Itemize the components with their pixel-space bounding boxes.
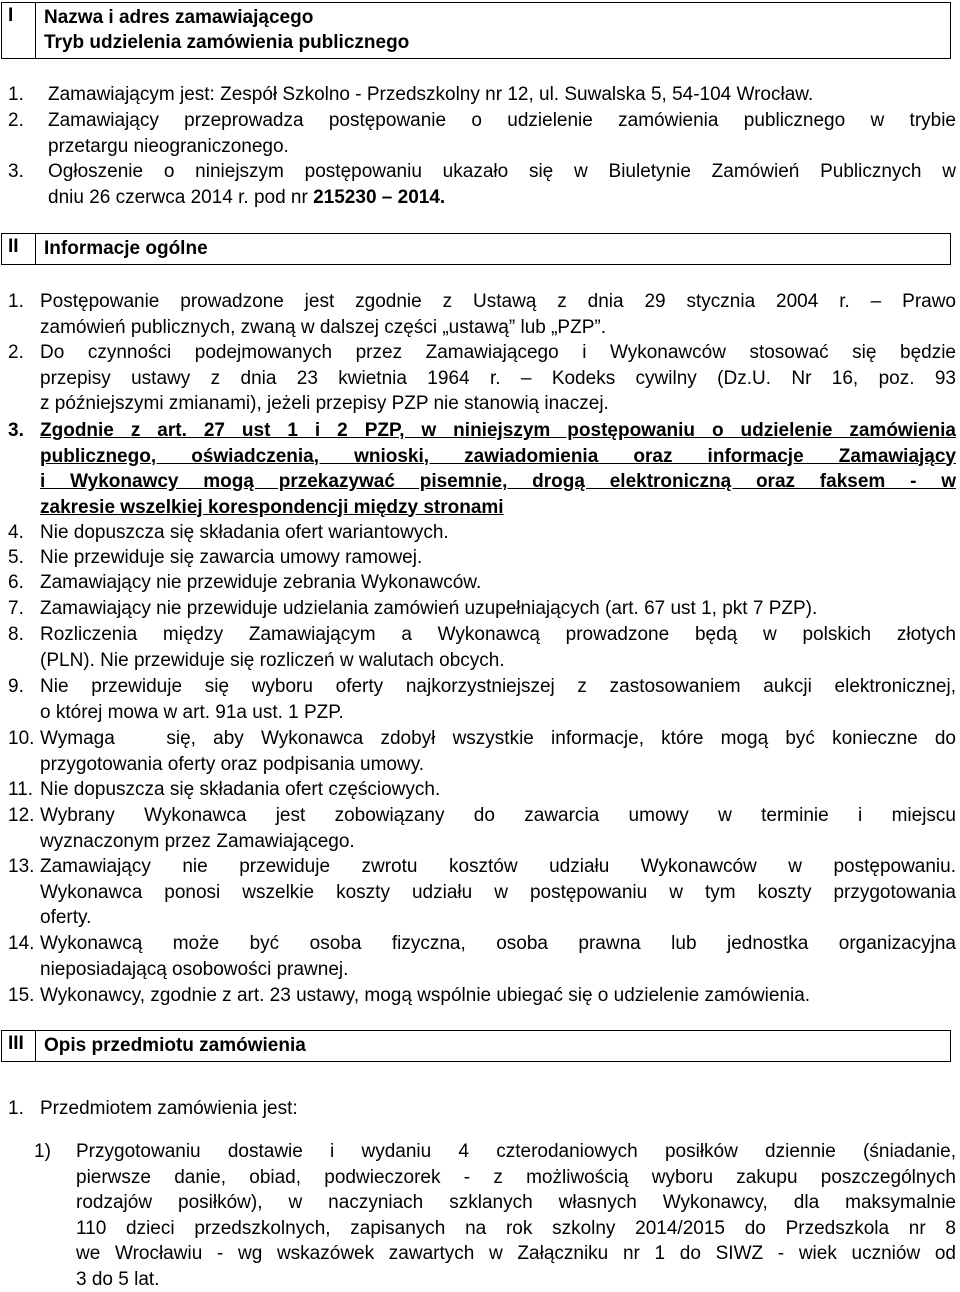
- s2-item-13-line2: Wykonawca ponosi wszelkie koszty udziału w postępowaniu w tym koszty przygotowania: [40, 881, 956, 903]
- s2-item-5-num: 5.: [8, 547, 24, 568]
- s2-item-5-line1: Nie przewiduje się zawarcia umowy ramowej.: [40, 547, 423, 568]
- s2-item-13-line3: oferty.: [40, 907, 92, 928]
- s1-item-3-bulletin-number: 215230 – 2014.: [313, 186, 446, 208]
- s3-item-1-text: Przedmiotem zamówienia jest:: [40, 1098, 298, 1119]
- s3-item-1-num: 1.: [8, 1098, 24, 1119]
- s3-subitem-1-line6: 3 do 5 lat.: [76, 1268, 160, 1290]
- s1-item-2-line2: przetargu nieograniczonego.: [48, 135, 289, 157]
- s2-item-11-line1: Nie dopuszcza się składania ofert częściowych.: [40, 779, 441, 800]
- s1-item-3-line2: [48, 185, 956, 211]
- s2-item-14-line2: nieposiadającą osobowości prawnej.: [40, 958, 349, 980]
- s2-item-6-line1: Zamawiający nie przewiduje zebrania Wykonawców.: [40, 572, 482, 593]
- section-2-title: Informacje ogólne: [44, 238, 208, 259]
- s2-item-2-num: 2.: [8, 342, 24, 363]
- section-3-number: III: [2, 1031, 36, 1061]
- s1-item-2-line1: Zamawiający przeprowadza postępowanie o udzielenie zamówienia publicznego w trybie: [48, 110, 956, 131]
- s2-item-4-line1: Nie dopuszcza się składania ofert wariantowych.: [40, 522, 449, 543]
- s2-item-7-line1: Zamawiający nie przewiduje udzielania zamówień uzupełniających (art. 67 ust 1, pkt 7 PZP).: [40, 598, 818, 619]
- s2-item-3-line2: publicznego, oświadczenia, wnioski, zawiadomienia oraz informacje Zamawiający: [40, 445, 956, 467]
- s2-item-2-line1: Do czynności podejmowanych przez Zamawiającego i Wykonawców stosować się będzie: [40, 342, 956, 363]
- s2-item-8-line1: Rozliczenia między Zamawiającym a Wykonawcą prowadzone będą w polskich złotych: [40, 624, 956, 645]
- s2-item-1-line1: Postępowanie prowadzone jest zgodnie z Ustawą z dnia 29 stycznia 2004 r. – Prawo: [40, 291, 956, 312]
- s2-item-12-num: 12.: [8, 805, 35, 826]
- s2-item-2-line3: z późniejszymi zmianami), jeżeli przepisy PZP nie stanowią inaczej.: [40, 393, 609, 414]
- s1-item-1-line1: Zamawiającym jest: Zespół Szkolno - Przedszkolny nr 12, ul. Suwalska 5, 54-104 Wrocław.: [48, 84, 814, 105]
- s2-item-8-num: 8.: [8, 624, 24, 645]
- s1-item-3-num: 3.: [8, 161, 24, 182]
- s2-item-3-line4: zakresie wszelkiej korespondencji między stronami: [40, 496, 504, 518]
- s3-subitem-1-line3: rodzajów posiłków), w naczyniach szklanych własnych Wykonawcy, dla maksymalnie: [76, 1192, 956, 1213]
- section-2-header: [1, 233, 951, 265]
- section-1-number: I: [2, 3, 36, 58]
- s2-item-1-line2: zamówień publicznych, zwaną w dalszej części „ustawą” lub „PZP”.: [40, 316, 606, 338]
- s1-item-3-line2-text: dniu 26 czerwca 2014 r. pod nr: [48, 186, 314, 208]
- s1-item-2-num: 2.: [8, 110, 24, 131]
- s2-item-9-line2: o której mowa w art. 91a ust. 1 PZP.: [40, 701, 344, 723]
- s3-subitem-1-line1: Przygotowaniu dostawie i wydaniu 4 czterodaniowych posiłków dziennie (śniadanie,: [76, 1141, 956, 1162]
- s2-item-14-num: 14.: [8, 933, 35, 954]
- s2-item-9-line1: Nie przewiduje się wyboru oferty najkorzystniejszej z zastosowaniem aukcji elektronicznej,: [40, 676, 956, 697]
- s2-item-4-num: 4.: [8, 522, 24, 543]
- s2-item-2-line2: przepisy ustawy z dnia 23 kwietnia 1964 r. – Kodeks cywilny (Dz.U. Nr 16, poz. 93: [40, 367, 956, 389]
- s2-item-3-line1: Zgodnie z art. 27 ust 1 i 2 PZP, w niniejszym postępowaniu o udzielenie zamówienia: [40, 420, 956, 441]
- s2-item-9-num: 9.: [8, 676, 24, 697]
- s2-item-12-line1: Wybrany Wykonawca jest zobowiązany do zawarcia umowy w terminie i miejscu: [40, 805, 956, 826]
- s2-item-13-num: 13.: [8, 856, 35, 877]
- s2-item-6-num: 6.: [8, 572, 24, 593]
- s1-item-1-num: 1.: [8, 84, 24, 105]
- section-1-title-line1: Nazwa i adres zamawiającego: [44, 7, 314, 28]
- s3-subitem-1-num: 1): [34, 1141, 51, 1162]
- s2-item-10-num: 10.: [8, 728, 35, 749]
- s2-item-14-line1: Wykonawcą może być osoba fizyczna, osoba prawna lub jednostka organizacyjna: [40, 933, 956, 954]
- s2-item-3-num: 3.: [8, 420, 24, 441]
- s3-subitem-1-line5: we Wrocławiu - wg wskazówek zawartych w Załączniku nr 1 do SIWZ - wiek uczniów od: [76, 1243, 956, 1264]
- s3-subitem-1-line2: pierwsze danie, obiad, podwieczorek - z możliwością wyboru zakupu poszczególnych: [76, 1166, 956, 1188]
- section-1-title: [36, 3, 409, 58]
- s3-subitem-1-line4: 110 dzieci przedszkolnych, zapisanych na rok szkolny 2014/2015 do Przedszkola nr 8: [76, 1217, 956, 1239]
- s2-item-11-num: 11.: [8, 779, 34, 800]
- section-1-title-line2: Tryb udzielenia zamówienia publicznego: [44, 32, 410, 53]
- s2-item-7-num: 7.: [8, 598, 24, 619]
- s2-item-10-line1: Wymaga się, aby Wykonawca zdobył wszystkie informacje, które mogą być konieczne do: [40, 728, 956, 749]
- section-1-header: [1, 2, 951, 59]
- s2-item-3-line3: i Wykonawcy mogą przekazywać pisemnie, drogą elektroniczną oraz faksem - w: [40, 471, 956, 492]
- s2-item-15-num: 15.: [8, 985, 35, 1006]
- s1-item-3-line1: Ogłoszenie o niniejszym postępowaniu ukazało się w Biuletynie Zamówień Publicznych w: [48, 161, 956, 182]
- section-2-number: II: [2, 234, 36, 264]
- s2-item-12-line2: wyznaczonym przez Zamawiającego.: [40, 830, 355, 852]
- section-3-title: Opis przedmiotu zamówienia: [44, 1035, 306, 1056]
- s2-item-10-line2: przygotowania oferty oraz podpisania umowy.: [40, 753, 425, 775]
- s2-item-13-line1: Zamawiający nie przewiduje zwrotu kosztów udziału Wykonawców w postępowaniu.: [40, 856, 956, 877]
- s2-item-1-num: 1.: [8, 291, 24, 312]
- s2-item-15-line1: Wykonawcy, zgodnie z art. 23 ustawy, mogą wspólnie ubiegać się o udzielenie zamówienia.: [40, 985, 811, 1006]
- s2-item-8-line2: (PLN). Nie przewiduje się rozliczeń w walutach obcych.: [40, 649, 505, 671]
- section-3-header: [1, 1030, 951, 1062]
